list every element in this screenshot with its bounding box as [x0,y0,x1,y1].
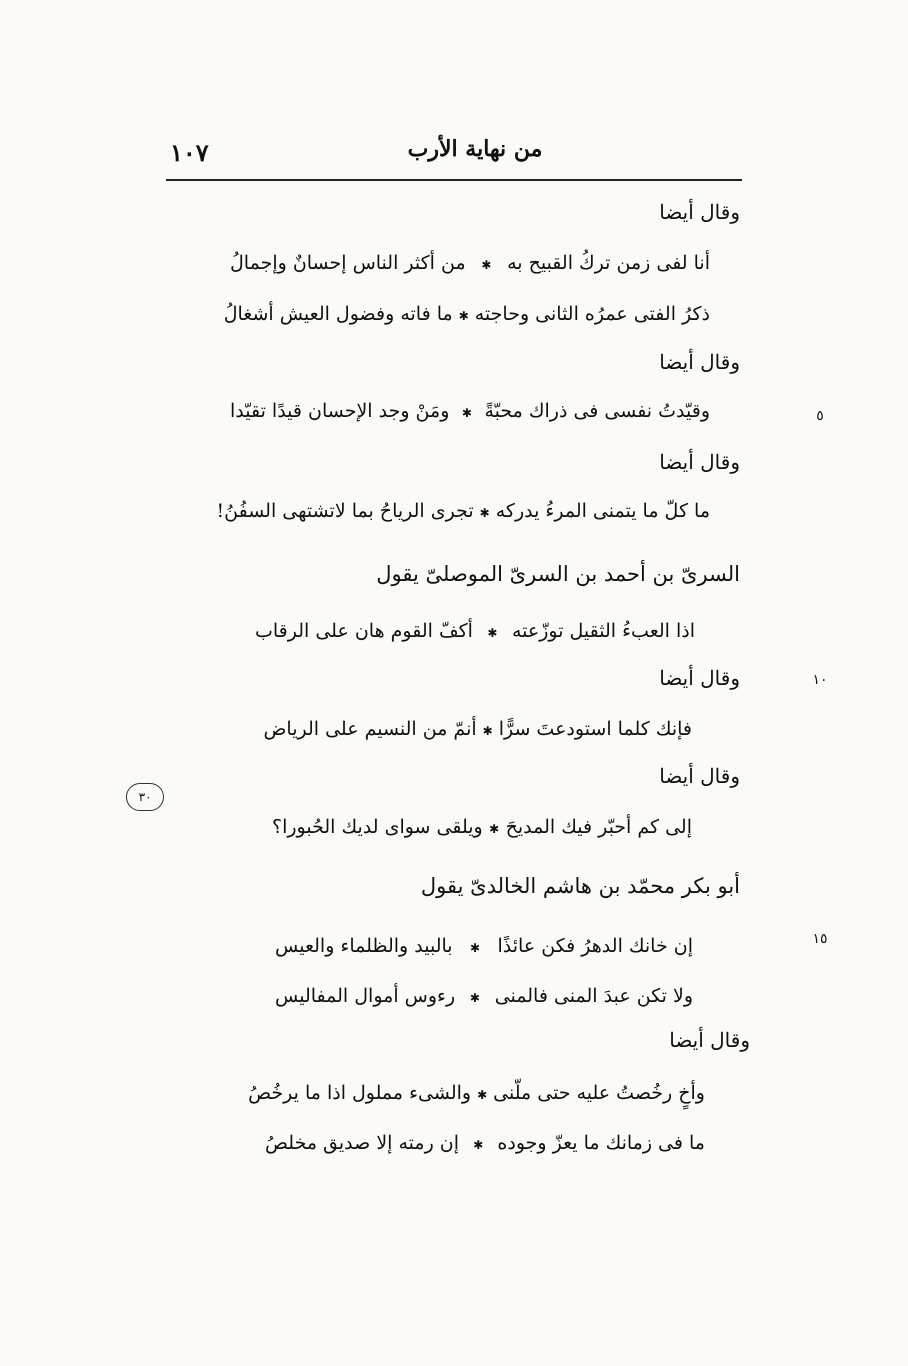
verse-line [272,816,692,838]
first-hemistich: وقيّدتُ نفسى فى ذراك محبّةً [484,400,710,422]
verse-separator-icon: ✱ [481,258,492,272]
first-hemistich: ذكرُ الفتى عمرُه الثانى وحاجته [474,303,710,325]
first-hemistich: ما كلّ ما يتمنى المرءُ يدركه [495,500,710,522]
first-hemistich: إلى كم أحبّر فيك المديحَ [505,816,692,838]
verse-separator-icon: ✱ [461,406,472,420]
second-hemistich: من أكثر الناس إحسانٌ وإجمالُ [230,252,466,274]
second-hemistich: والشىء مملول اذا ما يرخُصُ [248,1082,472,1104]
poet-heading: أبو بكر محمّد بن هاشم الخالدىّ يقول [420,874,740,898]
verse-line [223,303,710,325]
verse-line [230,400,710,422]
verse-line [275,985,693,1007]
verse-separator-icon: ✱ [458,309,469,323]
poet-heading: وقال أيضا [659,764,740,788]
verse-separator-icon: ✱ [479,506,490,520]
header-rule [166,179,742,181]
poet-heading: وقال أيضا [669,1028,750,1052]
poet-heading: وقال أيضا [659,450,740,474]
second-hemistich: ومَنْ وجد الإحسان قيدًا تقيّدا [230,400,450,422]
library-stamp: ٣٠ [126,783,164,811]
verse-line [230,252,710,274]
poet-heading: وقال أيضا [659,666,740,690]
first-hemistich: ولا تكن عبدَ المنى فالمنى [494,985,693,1007]
verse-separator-icon: ✱ [477,1088,488,1102]
verse-line [265,1132,705,1154]
first-hemistich: وأخٍ رخُصتُ عليه حتى ملّنى [493,1082,705,1104]
first-hemistich: فإنك كلما استودعتَ سرًّا [498,718,692,740]
line-number-marker: ١٠ [812,672,828,688]
verse-line [248,1082,705,1104]
second-hemistich: إن رمته إلا صديق مخلصُ [265,1132,460,1154]
second-hemistich: تجرى الرياحُ بما لاتشتهى السفُنُ! [216,500,474,522]
first-hemistich: أنا لفى زمن تركُ القبيح به [507,252,710,274]
verse-line [263,718,692,740]
verse-separator-icon: ✱ [482,724,493,738]
poet-heading: وقال أيضا [659,200,740,224]
verse-separator-icon: ✱ [487,626,498,640]
verse-separator-icon: ✱ [469,991,480,1005]
page-number: ١٠٧ [170,138,209,167]
poet-heading: السرىّ بن أحمد بن السرىّ الموصلىّ يقول [376,562,740,586]
verse-separator-icon: ✱ [473,1138,484,1152]
verse-line [255,620,695,642]
verse-separator-icon: ✱ [489,822,500,836]
running-title: من نهاية الأرب [407,136,543,162]
verse-line [275,935,693,957]
second-hemistich: ويلقى سواى لديك الحُبورا؟ [272,816,483,838]
line-number-marker: ٥ [816,408,824,424]
first-hemistich: ما فى زمانك ما يعزّ وجوده [497,1132,705,1154]
second-hemistich: أكفّ القوم هان على الرقاب [255,620,473,642]
verse-separator-icon: ✱ [470,941,481,955]
first-hemistich: إن خانك الدهرُ فكن عائذًا [497,935,693,957]
second-hemistich: بالبيد والظلماء والعيس [275,935,453,957]
line-number-marker: ١٥ [812,931,828,947]
second-hemistich: أنمّ من النسيم على الرياض [263,718,477,740]
second-hemistich: رءوس أموال المفاليس [275,985,456,1007]
second-hemistich: ما فاته وفضول العيش أشغالُ [223,303,453,325]
poet-heading: وقال أيضا [659,350,740,374]
verse-line [216,500,710,522]
first-hemistich: اذا العبءُ الثقيل توزّعته [511,620,695,642]
